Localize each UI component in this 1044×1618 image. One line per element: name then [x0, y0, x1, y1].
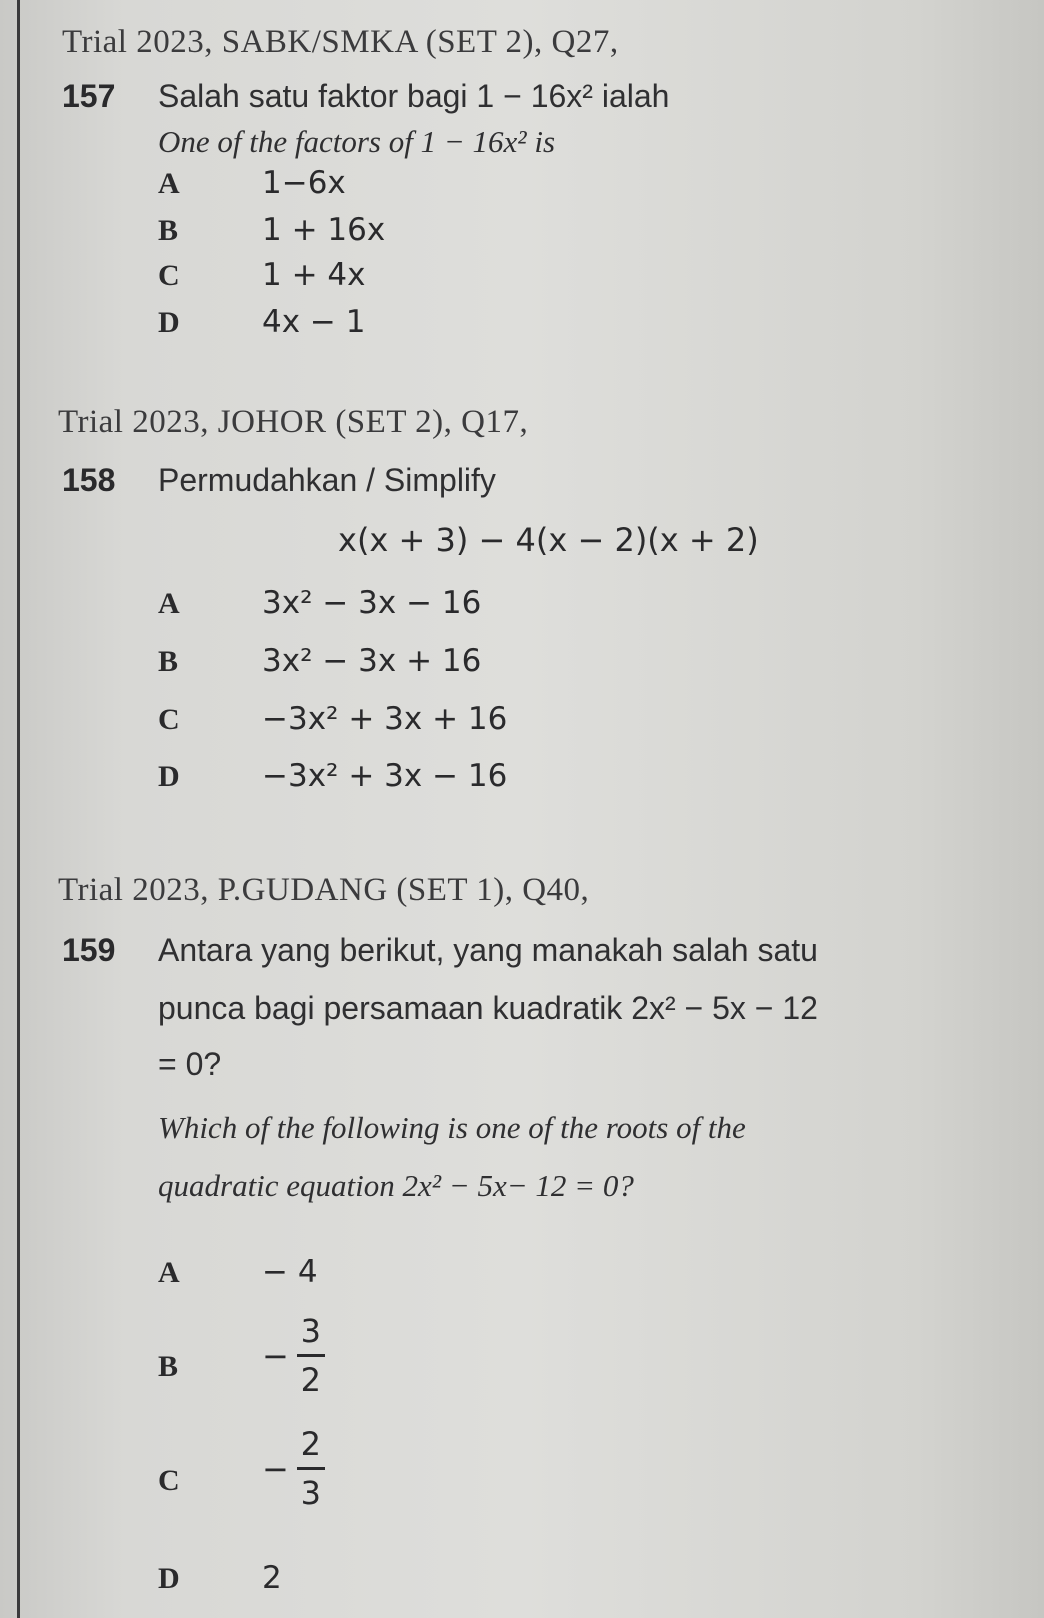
q159-option-d-letter: D	[158, 1562, 180, 1595]
q158-option-b-value: 3x² − 3x + 16	[262, 643, 482, 679]
q159-option-c-fraction	[262, 1425, 325, 1512]
q159-option-b-fraction	[262, 1312, 325, 1399]
q159-option-a-letter: A	[158, 1256, 180, 1289]
q157-option-c-letter: C	[158, 259, 180, 292]
q159-source: Trial 2023, P.GUDANG (SET 1), Q40,	[58, 872, 590, 908]
q158-option-d-letter: D	[158, 760, 180, 793]
q159-text-ms-line1: Antara yang berikut, yang manakah salah satu	[158, 932, 818, 968]
q159-text-en-line1: Which of the following is one of the roots of the	[158, 1110, 746, 1145]
margin-line	[17, 0, 20, 1618]
q159-option-c-frac	[297, 1425, 325, 1512]
q159-option-c-sign: −	[262, 1449, 289, 1488]
q158-option-d-value: −3x² + 3x − 16	[262, 758, 508, 794]
q157-option-a-value: 1−6x	[262, 165, 346, 201]
q157-text-en: One of the factors of 1 − 16x² is	[158, 124, 556, 159]
q158-expression: x(x + 3) − 4(x − 2)(x + 2)	[338, 521, 759, 559]
q157-option-d-letter: D	[158, 306, 180, 339]
q157-option-a-letter: A	[158, 167, 180, 200]
q157-option-c-value: 1 + 4x	[262, 257, 366, 293]
q159-option-b-denominator: 2	[300, 1361, 321, 1399]
q158-option-c-letter: C	[158, 703, 180, 736]
q159-option-b-numerator: 3	[300, 1312, 321, 1350]
q157-option-b-letter: B	[158, 214, 179, 247]
q157-option-b-value: 1 + 16x	[262, 212, 386, 248]
q159-text-ms-line2: punca bagi persamaan kuadratik 2x² − 5x − 12	[158, 990, 818, 1026]
q157-option-d-value: 4x − 1	[262, 304, 366, 340]
q158-number: 158	[62, 462, 116, 498]
q159-option-c-numerator: 2	[300, 1425, 321, 1463]
fraction-bar	[297, 1354, 325, 1357]
q159-option-c-denominator: 3	[300, 1474, 321, 1512]
q159-option-b-letter: B	[158, 1350, 179, 1383]
fraction-bar	[297, 1467, 325, 1470]
q158-option-b-letter: B	[158, 645, 179, 678]
q157-source: Trial 2023, SABK/SMKA (SET 2), Q27,	[62, 24, 619, 60]
q158-option-a-letter: A	[158, 587, 180, 620]
q158-source: Trial 2023, JOHOR (SET 2), Q17,	[58, 404, 529, 440]
q159-option-b-sign: −	[262, 1336, 289, 1375]
q159-option-d-value: 2	[262, 1560, 282, 1596]
q157-text-ms: Salah satu faktor bagi 1 − 16x² ialah	[158, 78, 670, 114]
q158-text: Permudahkan / Simplify	[158, 462, 496, 498]
q158-option-c-value: −3x² + 3x + 16	[262, 701, 508, 737]
q157-number: 157	[62, 78, 116, 114]
q159-option-a-value: − 4	[262, 1254, 318, 1290]
q159-option-c-letter: C	[158, 1464, 180, 1497]
q159-text-en-line2: quadratic equation 2x² − 5x− 12 = 0?	[158, 1168, 634, 1203]
q159-text-ms-line3: = 0?	[158, 1046, 222, 1082]
q159-option-b-frac	[297, 1312, 325, 1399]
q158-option-a-value: 3x² − 3x − 16	[262, 585, 482, 621]
q159-number: 159	[62, 932, 116, 968]
